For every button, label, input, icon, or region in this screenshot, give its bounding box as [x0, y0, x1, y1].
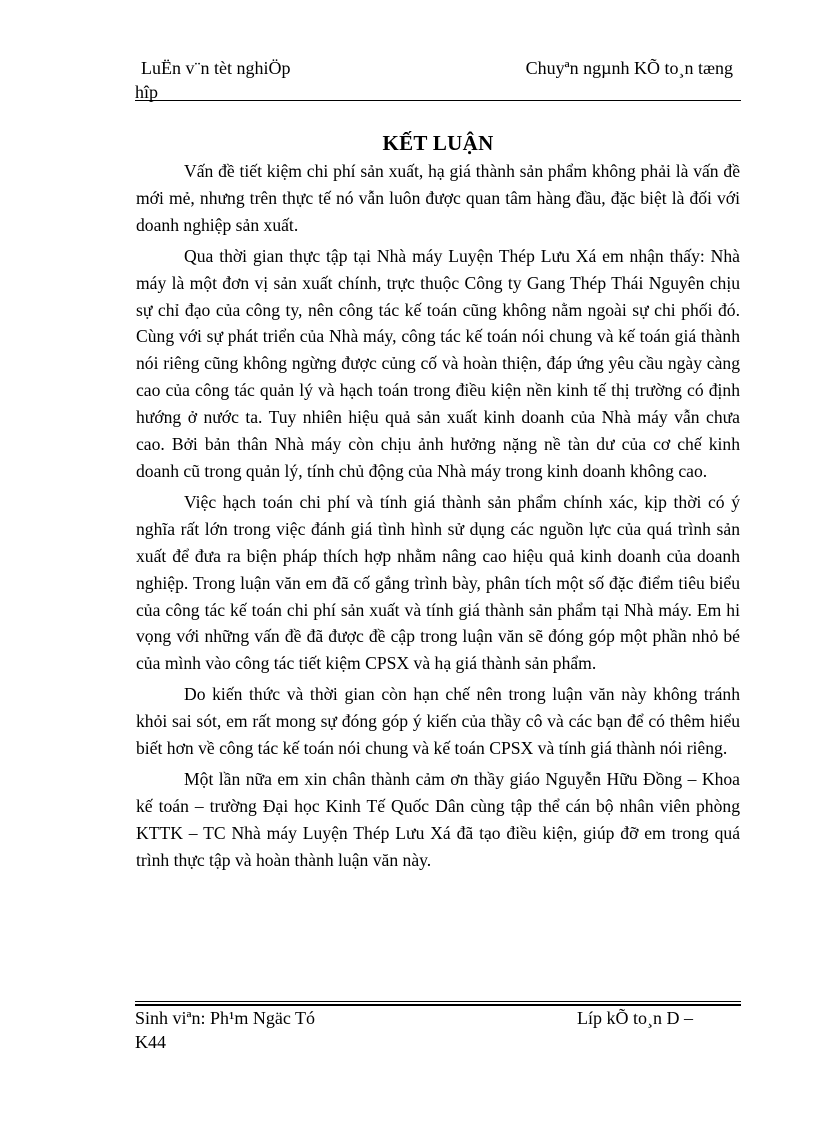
- document-body: [136, 158, 740, 878]
- paragraph-2: Qua thời gian thực tập tại Nhà máy Luyện Thép Lưu Xá em nhận thấy: Nhà máy là một đơn vị sản xuất chính, trực thuộc Công ty Gang Thép Thái Nguyên chịu sự chỉ đạo của công ty, nên công tác kế toán cũng không nằm ngoài sự chi phối đó. Cùng với sự phát triển của Nhà máy, công tác kế toán nói chung và kế toán giá thành nói riêng cũng không ngừng được củng cố và hoàn thiện, đáp ứng yêu cầu ngày càng cao của công tác quản lý và hạch toán trong điều kiện nền kinh tế thị trường có định hướng ở nước ta. Tuy nhiên hiệu quả sản xuất kinh doanh của Nhà máy vẫn chưa cao. Bởi bản thân Nhà máy còn chịu ảnh hưởng nặng nề tàn dư của cơ chế kinh doanh cũ trong quản lý, tính chủ động của Nhà máy trong kinh doanh không cao.: [136, 245, 740, 481]
- footer-class-year: K44: [135, 1032, 166, 1052]
- paragraph-5: Một lần nữa em xin chân thành cảm ơn thầy giáo Nguyễn Hữu Đồng – Khoa kế toán – trường Đại học Kinh Tế Quốc Dân cùng tập thể cán bộ nhân viên phòng KTTK – TC Nhà máy Luyện Thép Lưu Xá đã tạo điều kiện, giúp đỡ em trong quá trình thực tập và hoàn thành luận văn này.: [136, 768, 740, 870]
- header-major-label: Chuyªn ngµnh KÕ to¸n tæng: [525, 58, 733, 78]
- footer-divider-thin: [135, 1001, 741, 1002]
- footer-class-label: Líp kÕ to¸n D –: [577, 1008, 693, 1028]
- header-divider: [135, 100, 741, 101]
- footer-student-name: Sinh viªn: Ph¹m Ngäc Tó: [135, 1008, 316, 1028]
- paragraph-4: Do kiến thức và thời gian còn hạn chế nên trong luận văn này không tránh khỏi sai sót, em rất mong sự đóng góp ý kiến của thầy cô và các bạn để có thêm hiểu biết hơn về công tác kế toán nói chung và kế toán CPSX và tính giá thành nói riêng.: [136, 684, 740, 759]
- header-thesis-label-wrap: hîp: [135, 82, 159, 102]
- page-title: KẾT LUẬN: [382, 131, 494, 155]
- header-thesis-label: LuËn v¨n tèt nghiÖp: [141, 58, 291, 78]
- paragraph-3: Việc hạch toán chi phí và tính giá thành sản phẩm chính xác, kịp thời có ý nghĩa rất lớn trong việc đánh giá tình hình sử dụng các nguồn lực của quá trình sản xuất để đưa ra biện pháp thích hợp nhằm nâng cao hiệu quả kinh doanh của doanh nghiệp. Trong luận văn em đã cố gắng trình bày, phân tích một số đặc điểm tiêu biểu của công tác kế toán chi phí sản xuất và tính giá thành sản phẩm tại Nhà máy. Em hi vọng với những vấn đề đã được đề cập trong luận văn sẽ đóng góp một phần nhỏ bé của mình vào công tác tiết kiệm CPSX và hạ giá thành sản phẩm.: [136, 491, 740, 674]
- paragraph-1: Vấn đề tiết kiệm chi phí sản xuất, hạ giá thành sản phẩm không phải là vấn đề mới mẻ, nhưng trên thực tế nó vẫn luôn được quan tâm hàng đầu, đặc biệt là đối với doanh nghiệp sản xuất.: [136, 161, 740, 235]
